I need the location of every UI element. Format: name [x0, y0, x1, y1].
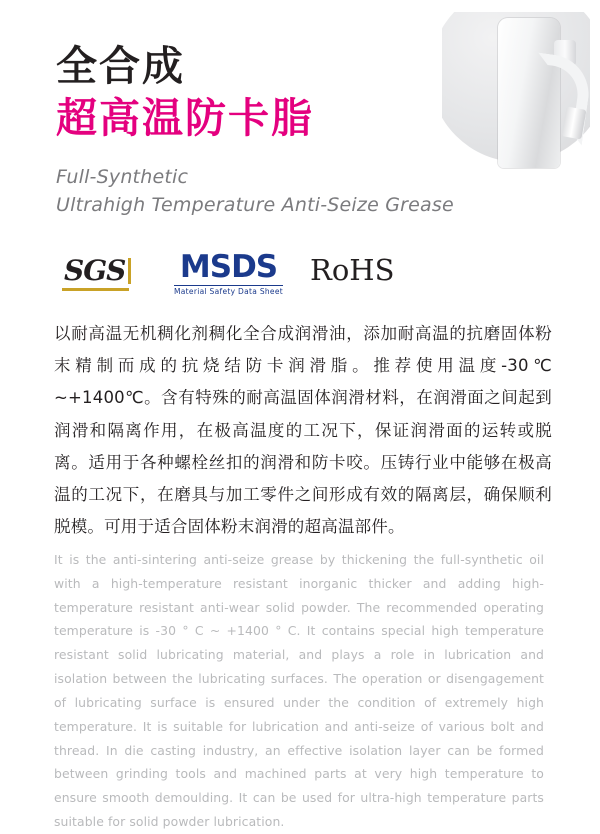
sgs-logo: SGS: [62, 254, 129, 291]
subtitle-line-2: Ultrahigh Temperature Anti-Seize Grease: [56, 193, 454, 216]
page-title-chinese-secondary: 超高温防卡脂: [56, 94, 314, 143]
product-photo: [442, 12, 590, 172]
page-title-chinese-primary: 全合成: [56, 42, 185, 90]
subtitle-line-1: Full-Synthetic: [56, 166, 189, 189]
title-block: [56, 44, 456, 219]
rohs-logo: RoHS: [310, 253, 395, 287]
page-subtitle-english: [56, 164, 456, 219]
certification-logos: [62, 249, 542, 300]
msds-logo-text: MSDS: [179, 249, 278, 285]
description-english: It is the anti-sintering anti-seize grease by thickening the full-synthetic oil with a high-temperature resistant inorganic thicker and adding high-temperature resistant anti-wear solid powder. The recommended operating temperature is -30 ° C ~ +1400 ° C. It contains special high temperature resistant solid lubricating material, and plays a role in lubrication and isolation between the lubricating surfaces. The operation or disengagement of lubricating surface is ensured under the condition of extremely high temperature. It is suitable for lubrication and anti-seize of various bolt and thread. In die casting industry, an effective isolation layer can be formed between grinding tools and machined parts at very high temperature to ensure smooth demoulding. It can be used for ultra-high temperature parts suitable for solid powder lubrication.: [54, 552, 544, 829]
msds-logo-subtext: Material Safety Data Sheet: [174, 287, 284, 296]
description-chinese: 以耐高温无机稠化剂稠化全合成润滑油，添加耐高温的抗磨固体粉末精制而成的抗烧结防卡润滑脂。推荐使用温度-30℃ ~+1400℃。含有特殊的耐高温固体润滑材料，在润滑面之间起到润滑和隔离作用，在极高温度的工况下，保证润滑面的运转或脱离。适用于各种螺栓丝扣的润滑和防卡咬。压铸行业中能够在极高温的工况下，在磨具与加工零件之间形成有效的隔离层，确保顺利脱模。可用于适合固体粉末润滑的超高温部件。: [54, 324, 552, 537]
msds-logo: [174, 249, 284, 296]
